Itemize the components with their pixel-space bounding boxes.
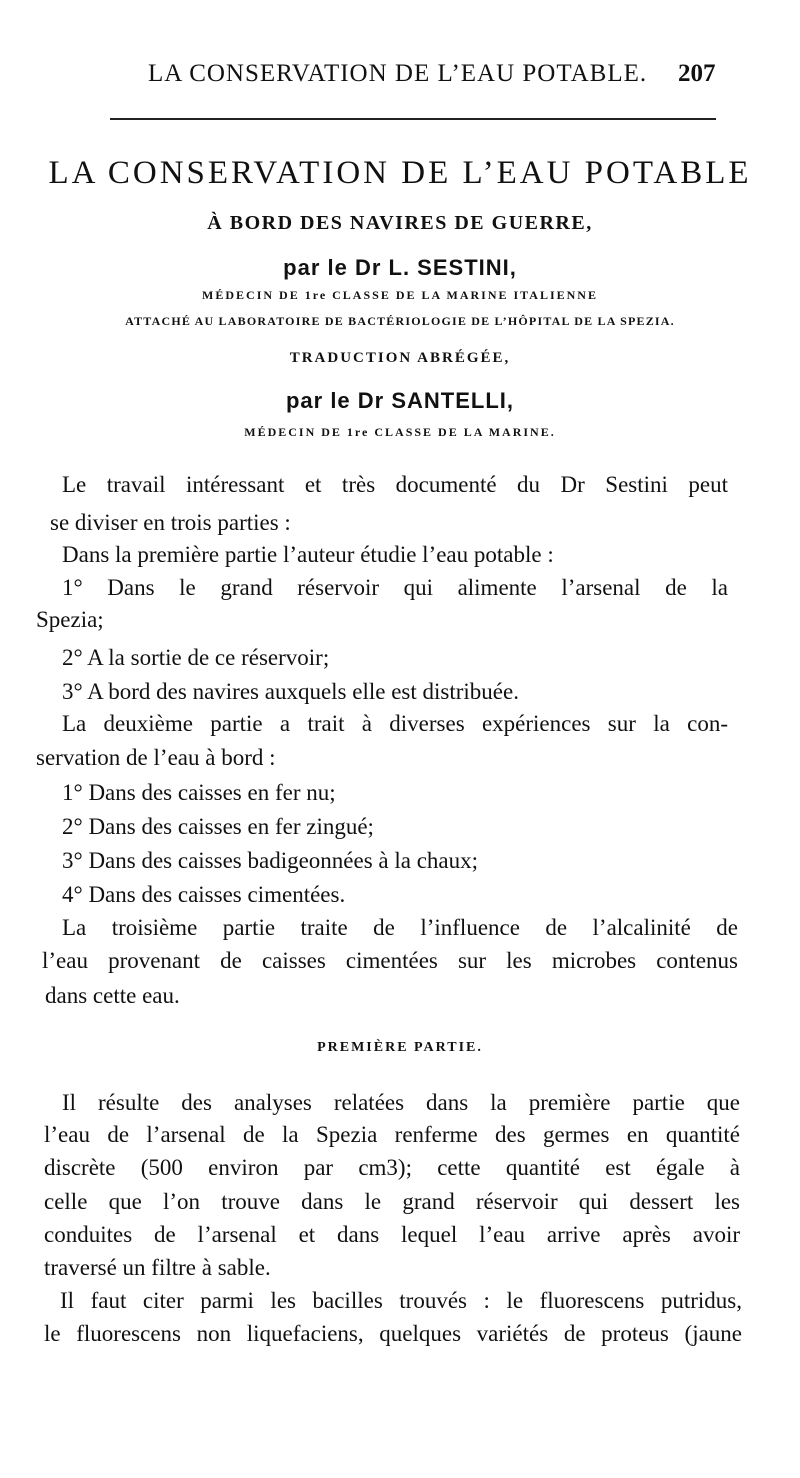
header-rule: [110, 118, 716, 120]
section-heading: PREMIÈRE PARTIE.: [317, 1040, 483, 1055]
body-line: La troisième partie traite de l’influence de l’alcalinité de: [62, 915, 738, 940]
body-line: Spezia;: [36, 607, 104, 632]
body-line: dans cette eau.: [45, 983, 180, 1008]
body-line: traversé un filtre à sable.: [44, 1255, 271, 1280]
body-line: conduites de l’arsenal et dans lequel l’eau arrive après avoir: [44, 1222, 740, 1247]
page-number: 207: [678, 60, 716, 87]
article-title: LA CONSERVATION DE L’EAU POTABLE: [48, 155, 752, 191]
body-line: 1° Dans le grand réservoir qui alimente l’arsenal de la: [62, 575, 728, 600]
author-affiliation-2: ATTACHÉ AU LABORATOIRE DE BACTÉRIOLOGIE DE L’HÔPITAL DE LA SPEZIA.: [125, 314, 675, 328]
running-header: [0, 60, 800, 100]
body-line: se diviser en trois parties :: [50, 510, 291, 535]
body-line: 3° A bord des navires auxquels elle est distribuée.: [62, 679, 519, 704]
body-line: l’eau provenant de caisses cimentées sur les microbes contenus: [42, 948, 738, 973]
body-line: Il résulte des analyses relatées dans la première partie que: [62, 1090, 740, 1115]
body-line: Le travail intéressant et très documenté du Dr Sestini peut: [62, 472, 728, 497]
body-line: 2° A la sortie de ce réservoir;: [62, 645, 330, 670]
body-line: La deuxième partie a trait à diverses expériences sur la con-: [62, 711, 728, 736]
translation-note: TRADUCTION ABRÉGÉE,: [289, 350, 511, 366]
body-line: celle que l’on trouve dans le grand réservoir qui dessert les: [44, 1189, 740, 1214]
author-affiliation-1: MÉDECIN DE 1re CLASSE DE LA MARINE ITALIENNE: [202, 288, 598, 302]
translator-line: par le Dr SANTELLI,: [285, 388, 515, 413]
body-line: Il faut citer parmi les bacilles trouvés : le fluorescens putridus,: [60, 1288, 742, 1313]
article-subtitle: À BORD DES NAVIRES DE GUERRE,: [207, 212, 593, 234]
body-line: 3° Dans des caisses badigeonnées à la chaux;: [62, 848, 479, 873]
author-line: par le Dr L. SESTINI,: [283, 255, 517, 280]
running-title: LA CONSERVATION DE L’EAU POTABLE.: [148, 60, 648, 87]
body-line: 4° Dans des caisses cimentées.: [62, 882, 346, 907]
translator-affiliation: MÉDECIN DE 1re CLASSE DE LA MARINE.: [244, 425, 556, 439]
body-line: servation de l’eau à bord :: [36, 745, 276, 770]
body-line: discrète (500 environ par cm3); cette quantité est égale à: [44, 1155, 740, 1180]
body-line: 2° Dans des caisses en fer zingué;: [62, 814, 374, 839]
body-line: 1° Dans des caisses en fer nu;: [62, 780, 336, 805]
body-line: le fluorescens non liquefaciens, quelques variétés de proteus (jaune: [44, 1321, 742, 1346]
body-line: Dans la première partie l’auteur étudie l’eau potable :: [62, 542, 554, 567]
body-line: l’eau de l’arsenal de la Spezia renferme des germes en quantité: [44, 1122, 740, 1147]
